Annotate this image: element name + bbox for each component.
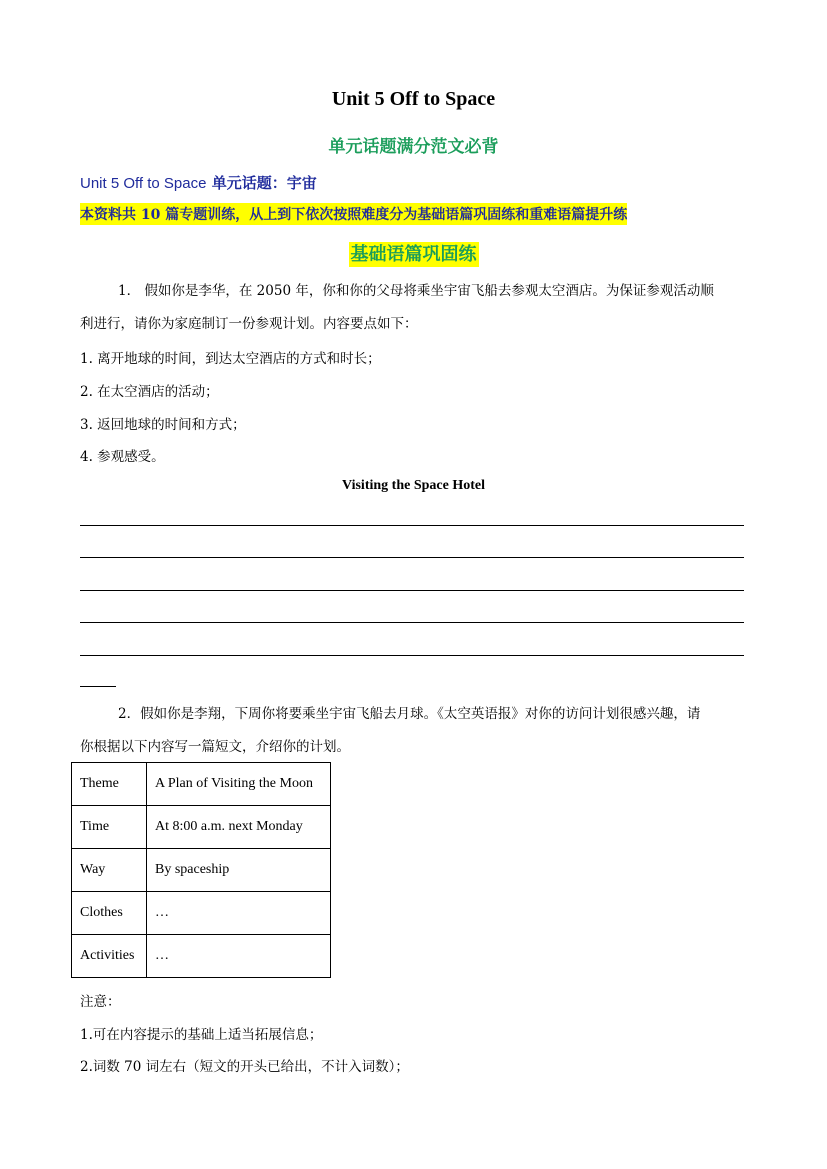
- essay-title: Visiting the Space Hotel: [342, 478, 485, 493]
- table-row: [72, 892, 331, 935]
- table-row: [72, 935, 331, 978]
- table-key: Clothes: [72, 892, 147, 935]
- answer-line[interactable]: [80, 557, 744, 558]
- answer-line[interactable]: [80, 622, 744, 623]
- page-subtitle: 单元话题满分范文必背: [328, 137, 499, 157]
- q2-prompt-line2: 你根据以下内容写一篇短文，介绍你的计划。: [80, 739, 350, 755]
- q1-point: 4. 参观感受。: [80, 449, 165, 465]
- table-key: Activities: [72, 935, 147, 978]
- page-title: Unit 5 Off to Space: [331, 88, 496, 110]
- answer-line[interactable]: [80, 655, 744, 656]
- section-heading: [0, 240, 827, 266]
- q1-point: 1. 离开地球的时间，到达太空酒店的方式和时长；: [80, 351, 381, 367]
- answer-line[interactable]: [80, 525, 744, 526]
- table-value: …: [147, 935, 331, 978]
- topic-label: 单元话题：宇宙: [206, 174, 317, 192]
- topic-unit: Unit 5 Off to Space: [80, 175, 207, 192]
- table-value: …: [147, 892, 331, 935]
- highlight-note: 本资料共 10 篇专题训练，从上到下依次按照难度分为基础语篇巩固练和重难语篇提升练: [80, 203, 627, 225]
- note-label: 注意：: [80, 994, 121, 1010]
- table-key: Time: [72, 806, 147, 849]
- section-heading-text: 基础语篇巩固练: [350, 244, 477, 265]
- table-value: At 8:00 a.m. next Monday: [147, 806, 331, 849]
- q1-prompt-line2: 利进行，请你为家庭制订一份参观计划。内容要点如下：: [80, 316, 418, 332]
- table-key: Theme: [72, 763, 147, 806]
- answer-line[interactable]: [80, 590, 744, 591]
- note-item: 2.词数 70 词左右（短文的开头已给出，不计入词数）；: [80, 1059, 409, 1075]
- q1-point: 3. 返回地球的时间和方式；: [80, 417, 246, 433]
- table-value: By spaceship: [147, 849, 331, 892]
- table-row: [72, 763, 331, 806]
- q1-point: 2. 在太空酒店的活动；: [80, 384, 219, 400]
- plan-table: [71, 762, 331, 978]
- answer-line-short[interactable]: [80, 686, 116, 687]
- topic-line: [80, 172, 317, 193]
- note-item: 1.可在内容提示的基础上适当拓展信息；: [80, 1027, 323, 1043]
- table-key: Way: [72, 849, 147, 892]
- table-value: A Plan of Visiting the Moon: [147, 763, 331, 806]
- q2-prompt-line1: 2．假如你是李翔，下周你将要乘坐宇宙飞船去月球。《太空英语报》对你的访问计划很感兴趣，请: [118, 706, 701, 722]
- q1-prompt-line1: 1． 假如你是李华，在 2050 年，你和你的父母将乘坐宇宙飞船去参观太空酒店。为保证参观活动顺: [118, 283, 714, 299]
- table-row: [72, 806, 331, 849]
- table-row: [72, 849, 331, 892]
